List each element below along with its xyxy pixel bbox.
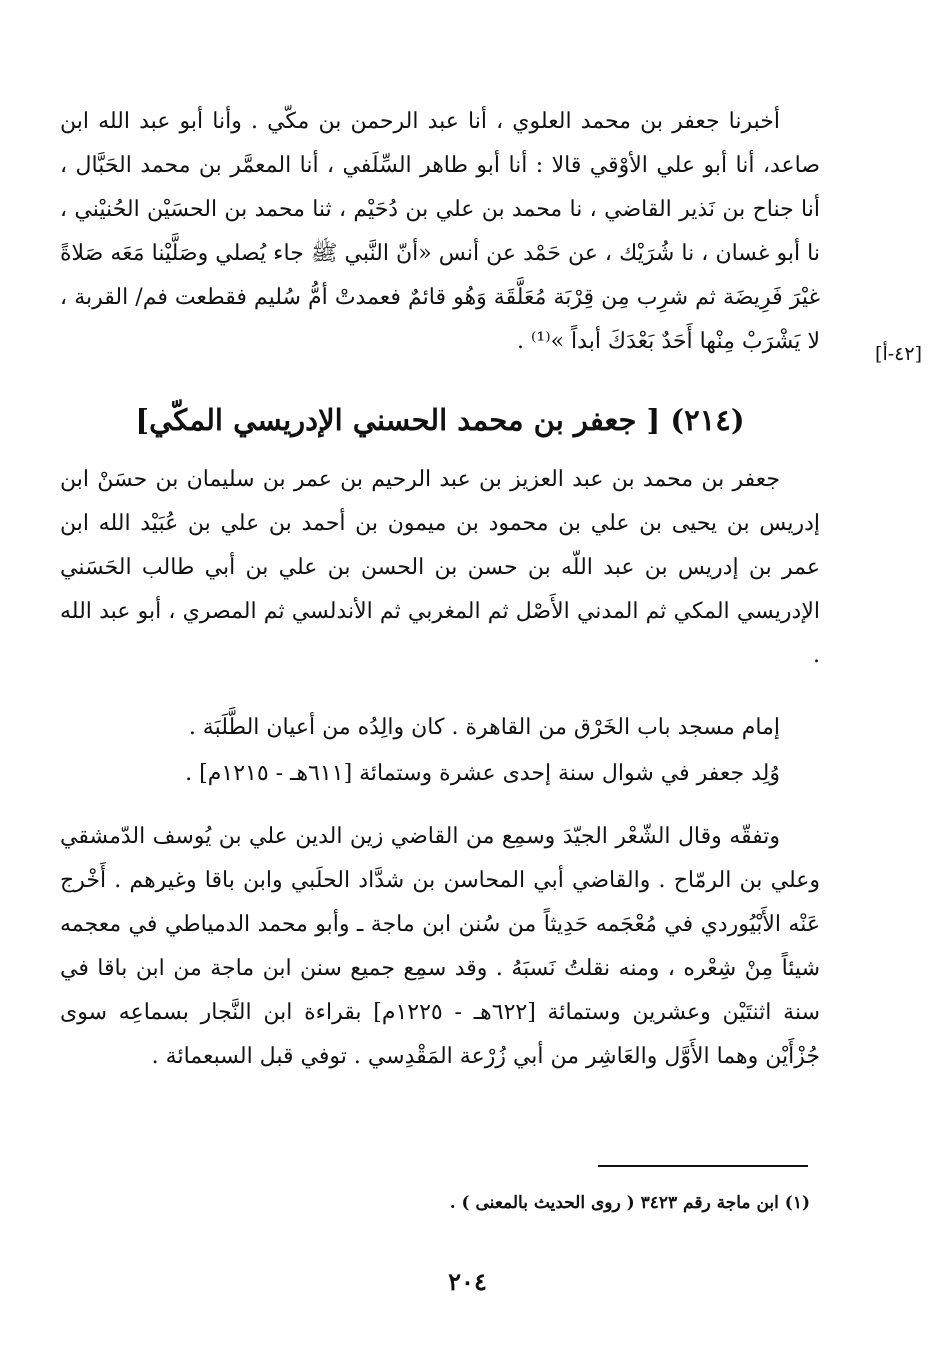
margin-folio-note: [٤٢-أ] [875, 343, 922, 365]
paragraph-birth [60, 752, 820, 796]
page-number: ٢٠٤ [448, 1267, 487, 1296]
paragraph-text: أخبرنا جعفر بن محمد العلوي ، أنا عبد الرحمن بن مكّي . وأنا أبو عبد الله ابن صاعد، أنا أبو علي الأوْقي قالا : أنا أبو طاهر السِّلَفي ، أنا المعمَّر بن محمد الحَبَّال ، أنا جناح بن نَذير القاضي ، نا محمد بن علي بن دُحَيْم ، ثنا محمد بن الحسَيْن الحُنيْني ، نا أبو غسان ، نا شُرَيْك ، عن حَمْد عن أنس «أنّ النَّبي ﷺ جاء يُصلي وصَلَّيْنا مَعَه صَلاةً غيْرَ فَرِيضَة ثم شرِب مِن قِرْبَة مُعَلَّقَة وَهُو قائمٌ فعمدتْ أمُّ سُليم فقطعت فم/ القربة ، لا يَشْرَبْ مِنْها أَحَدٌ بَعْدَكَ أبداً »⁽¹⁾ . [60, 109, 820, 354]
paragraph-text: وتفقّه وقال الشّعْر الجيّدَ وسمِع من القاضي زين الدين علي بن يُوسف الدّمشقي وعلي بن الرمّاح . والقاضي أبي المحاسن بن شدَّاد الحلَبي وابن باقا وغيرهم . أَخْرج عَنْه الأَبْيُوردي في مُعْجَمه حَدِيثاً من سُنن ابن ماجة ـ وأبو محمد الدمياطي في معجمه شيئاً مِنْ شِعْره ، ومنه نقلتُ نَسبَهُ . وقد سمِع جميع سنن ابن ماجة من ابن باقا في سنة اثنتَيْن وعشرين وستمائة [٦٢٢هـ - ١٢٢٥م] بقراءة ابن النَّجار بسماعِه سوى جُزْأَيْن وهما الأَوَّل والعَاشِر من أبي زُرْعة المَقْدِسي . توفي قبل السبعمائة . [60, 824, 821, 1069]
footnote-divider [598, 1165, 808, 1167]
paragraph-studies [60, 815, 820, 1079]
paragraph-imam [60, 706, 820, 750]
paragraph-lineage [60, 458, 820, 678]
section-heading: (٢١٤) [ جعفر بن محمد الحسني الإدريسي المكّي] [135, 403, 745, 437]
paragraph-text: جعفر بن محمد بن عبد العزيز بن عبد الرحيم بن عمر بن سليمان بن حسَنْ ابن إدريس بن يحيى بن علي بن محمود بن ميمون بن أحمد بن علي بن عُبَيْد الله ابن عمر بن إدريس بن عبد اللّه بن حسن بن الحسن بن علي بن أبي طالب الحَسَني الإدريسي المكي ثم المدني الأَصْل ثم المغربي ثم الأندلسي ثم المصري ، أبو عبد الله . [60, 467, 820, 668]
paragraph-text: وُلِد جعفر في شوال سنة إحدى عشرة وستمائة [٦١١هـ - ١٢١٥م] . [185, 761, 780, 786]
paragraph-isnad [60, 100, 820, 364]
paragraph-text: إمام مسجد باب الخَرْق من القاهرة . كان والِدُه من أعيان الطَّلَبَة . [188, 715, 780, 740]
footnote: (١) ابن ماجة رقم ٣٤٢٣ ( روى الحديث بالمعنى ) . [449, 1193, 810, 1213]
